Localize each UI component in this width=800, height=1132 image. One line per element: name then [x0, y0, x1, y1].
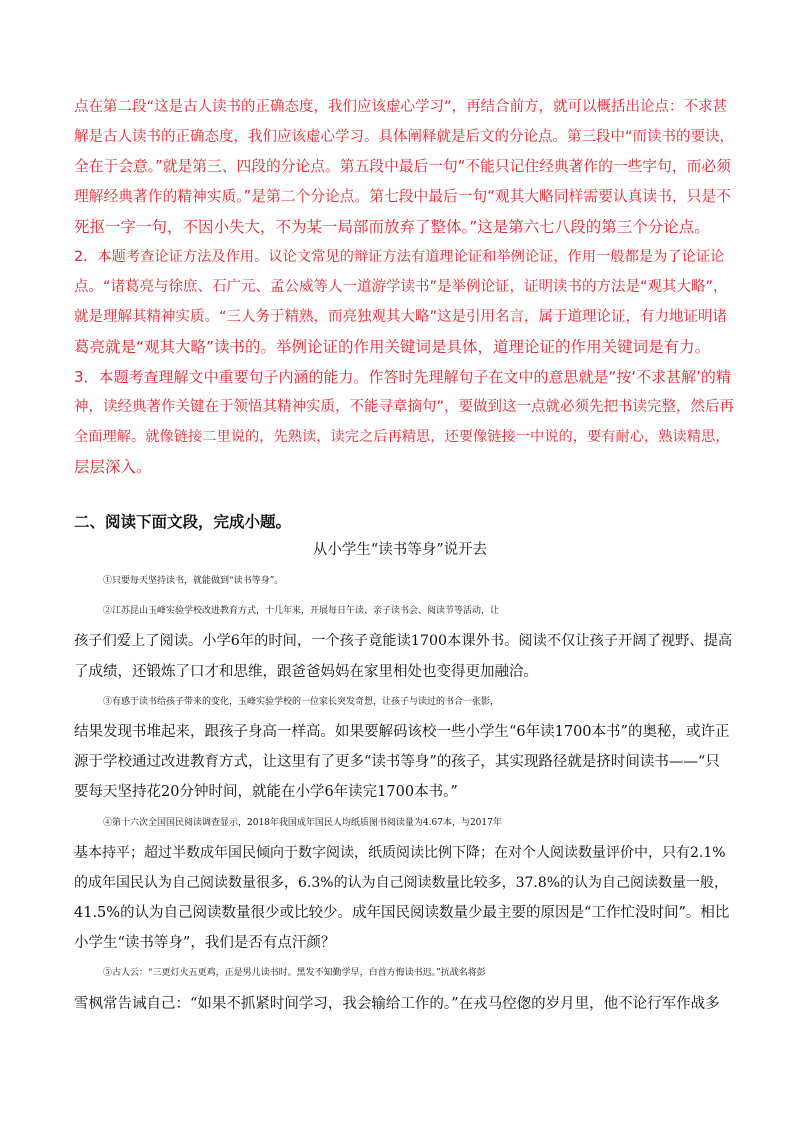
passage-line: 41.5%的认为自己阅读数量很少或比较少。成年国民阅读数量少最主要的原因是“工作忙没时间”。相比	[74, 905, 730, 922]
passage-line: 雪枫常告诫自己：“如果不抓紧时间学习，我会输给工作的。”在戎马倥偬的岁月里，他不论行军作战多	[74, 995, 720, 1012]
passage-body	[74, 566, 734, 1019]
passage-line: 结果发现书堆起来，跟孩子身高一样高。如果要解码该校一些小学生“6年读1700本书”的奥秘，或许正	[74, 723, 730, 740]
answer-line: 葛亮就是“观其大略”读书的。举例论证的作用关键词是具体，道理论证的作用关键词是有力。	[74, 338, 711, 356]
answer-line: 解是古人读书的正确态度，我们应该虚心学习。具体阐释就是后文的分论点。第三段中“而读书的要诀，	[74, 129, 735, 145]
answer-line: 2．本题考查论证方法及作用。议论文常见的辩证方法有道理论证和举例论证，作用一般都是为了论证论	[74, 249, 725, 265]
passage-line: 源于学校通过改进教育方式，让这里有了更多“读书等身”的孩子，其实现路径就是挤时间读书——“只	[74, 754, 720, 771]
passage-line: 小学生“读书等身”，我们是否有点汗颜？	[74, 935, 336, 952]
answer-line: 3．本题考查理解文中重要句子内涵的能力。作答时先理解句子在文中的意思就是“按‘不求甚解’的精	[74, 368, 731, 386]
section-heading: 二、阅读下面文段，完成小题。	[74, 513, 292, 531]
answer-line: 全面理解。就像链接二里说的，先熟读，读完之后再精思，还要像链接一中说的，要有耐心，熟读精思，	[74, 429, 730, 445]
passage-line: ③有感于读书给孩子带来的变化，玉峰实验学校的一位家长突发奇想，让孩子与读过的书合一张影，	[103, 696, 500, 707]
passage-line: ②江苏昆山玉峰实验学校改进教育方式，十几年来，开展每日午读、亲子读书会、阅读节等活动，让	[103, 606, 500, 617]
passage-line: 要每天坚持花20分钟时间，就能在小学6年读完1700本书。”	[74, 784, 458, 801]
passage-line: 的成年国民认为自己阅读数量很多，6.3%的认为自己阅读数量比较多，37.8%的认为自己阅读数量一般，	[74, 874, 729, 891]
passage-line: 基本持平；超过半数成年国民倾向于数字阅读，纸质阅读比例下降；在对个人阅读数量评价中，只有2.1%	[74, 844, 726, 861]
passage-line: 孩子们爱上了阅读。小学6年的时间，一个孩子竟能读1700本课外书。阅读不仅让孩子开阔了视野、提高	[74, 633, 733, 650]
answer-line: 全在于会意。”就是第三、四段的分论点。第五段中最后一句“不能只记住经典著作的一些字句，而必须	[74, 158, 731, 175]
answer-line: 层层深入。	[74, 458, 152, 476]
answer-explanation	[74, 92, 734, 482]
passage-line: ⑤古人云：“三更灯火五更鸡，正是男儿读书时。黑发不知勤学早，白首方悔读书迟。”抗战名将彭	[103, 968, 486, 979]
passage-line: 了成绩，还锻炼了口才和思维，跟爸爸妈妈在家里相处也变得更加融洽。	[74, 663, 538, 680]
answer-line: 理解经典著作的精神实质。”是第二个分论点。第七段中最后一句“观其大略同样需要认真读书，只是不	[74, 188, 731, 205]
answer-line: 神，读经典著作关键在于领悟其精神实质，不能寻章摘句”，要做到这一点就必须先把书读完整，然后再	[74, 399, 735, 415]
passage-line: ①只要每天坚持读书，就能做到“读书等身”。	[103, 576, 284, 586]
answer-line: 就是理解其精神实质。“三人务于精熟，而亮独观其大略”这是引用名言，属于道理论证，有力地证明诸	[74, 309, 728, 325]
passage-line: ④第十六次全国国民阅读调查显示，2018年我国成年国民人均纸质图书阅读量为4.67本，与2017年	[103, 817, 502, 828]
answer-line: 死抠一字一句，不因小失大，不为某一局部而放弃了整体。”这是第六七八段的第三个分论点。	[74, 218, 710, 236]
passage-title: 从小学生“读书等身”说开去	[312, 542, 488, 558]
answer-line: 点。“诸葛亮与徐庶、石广元、孟公威等人一道游学读书”是举例论证，证明读书的方法是“观其大略”，	[74, 279, 728, 295]
answer-line: 点在第二段“这是古人读书的正确态度，我们应该虚心学习”，再结合前方，就可以概括出论点：不求甚	[74, 99, 728, 115]
